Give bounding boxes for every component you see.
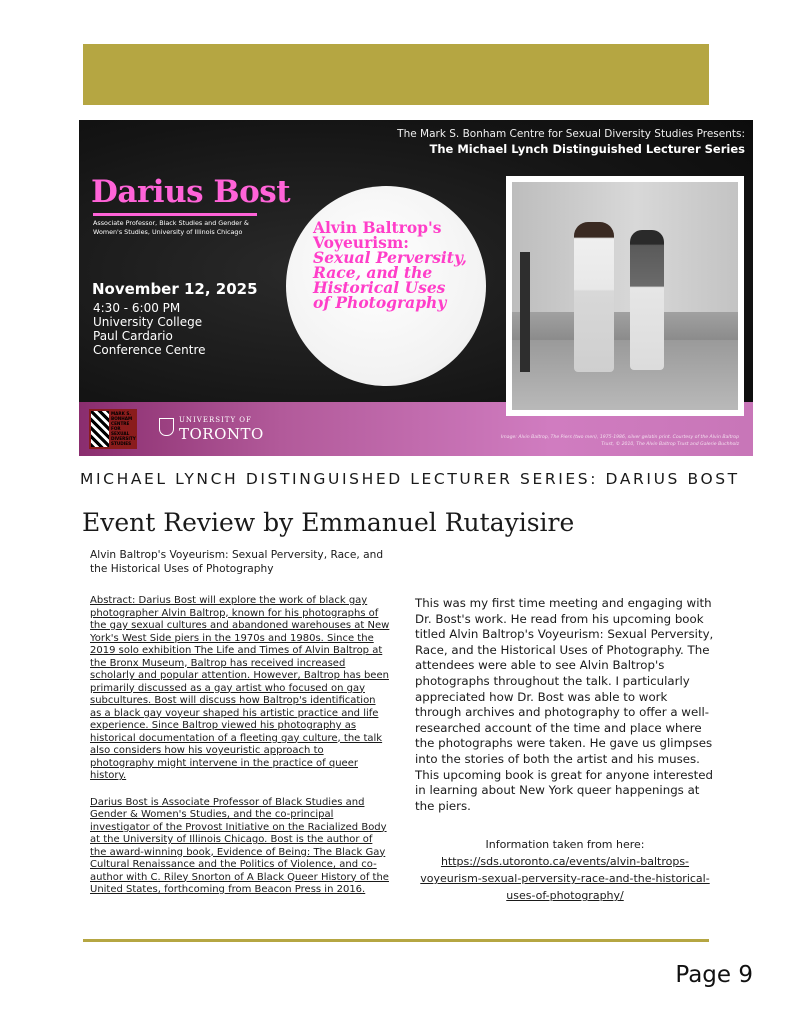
photo-post xyxy=(520,252,530,372)
event-banner xyxy=(79,120,753,456)
footer-gold-rule xyxy=(83,939,709,942)
speaker-name: Darius Bost xyxy=(91,174,291,210)
uoft-logo-top: UNIVERSITY OF xyxy=(179,416,252,424)
talk-title-line: Voyeurism: xyxy=(313,233,409,252)
event-time: 4:30 - 6:00 PM xyxy=(93,301,181,315)
talk-title-line: of Photography xyxy=(313,293,447,312)
review-title: Event Review by Emmanuel Rutayisire xyxy=(82,508,575,537)
speaker-affiliation: Associate Professor, Black Studies and Gender & Women's Studies, University of Illinois Chicago xyxy=(93,219,249,236)
source-block xyxy=(415,836,715,904)
event-date: November 12, 2025 xyxy=(92,280,258,298)
abstract-text: Abstract: Darius Bost will explore the work of black gay photographer Alvin Baltrop, known for his photographs of the gay sexual cultures and abandoned warehouses at New York's West Side piers in the 1970s and 1980s. Since the 2019 solo exhibition The Life and Times of Alvin Baltrop at the Bronx Museum, Baltrop has received increased scholarly and popular attention. However, Baltrop has been primarily discussed as a gay artist who focused on gay subcultures. Bost will discuss how Baltrop's identification as a black gay voyeur shaped his artistic practice and life experience. Since Baltrop viewed his photography as historical documentation of a fleeting gay culture, the talk also considers how his voyeuristic approach to photography might intervene in the practice of queer history. xyxy=(90,595,390,781)
left-column xyxy=(90,548,390,897)
review-body: This was my first time meeting and engaging with Dr. Bost's work. He read from his upcoming book titled Alvin Baltrop's Voyeurism: Sexual Perversity, Race, and the Historical Uses of Photography. The attendees were able to see Alvin Baltrop's photographs throughout the talk. I particularly appreciated how Dr. Bost was able to work through archives and photography to offer a well-researched account of the time and place where the photographs were taken. He gave us glimpses into the stories of both the artist and his muses. This upcoming book is great for anyone interested in learning about New York queer happenings at the piers. xyxy=(415,596,714,813)
photo-figure-woman xyxy=(630,230,664,370)
section-header: MICHAEL LYNCH DISTINGUISHED LECTURER SERIES: DARIUS BOST xyxy=(80,470,740,488)
talk-title xyxy=(313,220,488,310)
event-venue-line: University College xyxy=(93,315,203,329)
bonham-centre-logo xyxy=(89,409,137,449)
banner-presents-line: The Mark S. Bonham Centre for Sexual Diversity Studies Presents: xyxy=(397,128,745,140)
talk-subtitle: Alvin Baltrop's Voyeurism: Sexual Perversity, Race, and the Historical Uses of Photography xyxy=(90,549,384,575)
bonham-logo-pattern xyxy=(91,411,109,447)
speaker-name-underline xyxy=(93,213,257,216)
talk-title-line: Sexual Perversity, xyxy=(313,248,467,267)
banner-series-title: The Michael Lynch Distinguished Lecturer Series xyxy=(429,142,745,156)
event-info xyxy=(93,301,206,357)
talk-title-line: Alvin Baltrop's xyxy=(313,218,442,237)
page-number: Page 9 xyxy=(675,962,753,988)
uoft-logo-bottom: TORONTO xyxy=(179,425,264,443)
source-link[interactable]: https://sds.utoronto.ca/events/alvin-baltrops-voyeurism-sexual-perversity-race-and-the-historical-uses-of-photography/ xyxy=(420,855,710,903)
event-venue-line: Conference Centre xyxy=(93,343,206,357)
uoft-crest-icon xyxy=(159,418,174,436)
talk-title-line: Race, and the xyxy=(313,263,433,282)
photo-floor xyxy=(512,340,738,410)
bonham-logo-text: MARK S. BONHAM CENTRE FOR SEXUAL DIVERSITY STUDIES xyxy=(111,411,136,446)
baltrop-photograph xyxy=(512,182,738,410)
photo-wall xyxy=(512,182,738,312)
photo-figure-man xyxy=(574,222,614,372)
header-gold-bar xyxy=(83,44,709,105)
talk-title-line: Historical Uses xyxy=(313,278,446,297)
event-venue-line: Paul Cardario xyxy=(93,329,173,343)
speaker-bio: Darius Bost is Associate Professor of Black Studies and Gender & Women's Studies, and the co-principal investigator of the Provost Initiative on the Racialized Body at the University of Illinois Chicago. Bost is the author of the award-winning book, Evidence of Being: The Black Gay Cultural Renaissance and the Politics of Violence, and co-author with C. Riley Snorton of A Black Queer History of the United States, forthcoming from Beacon Press in 2016. xyxy=(90,796,389,895)
photo-caption: Image: Alvin Baltrop, The Piers (two men), 1975-1986, silver gelatin print. Courtesy of the Alvin Baltrop Trust, © 2010, The Alvin Baltrop Trust and Galerie Buchholz xyxy=(500,435,739,447)
source-label: Information taken from here: xyxy=(485,838,645,852)
right-column xyxy=(415,596,715,904)
